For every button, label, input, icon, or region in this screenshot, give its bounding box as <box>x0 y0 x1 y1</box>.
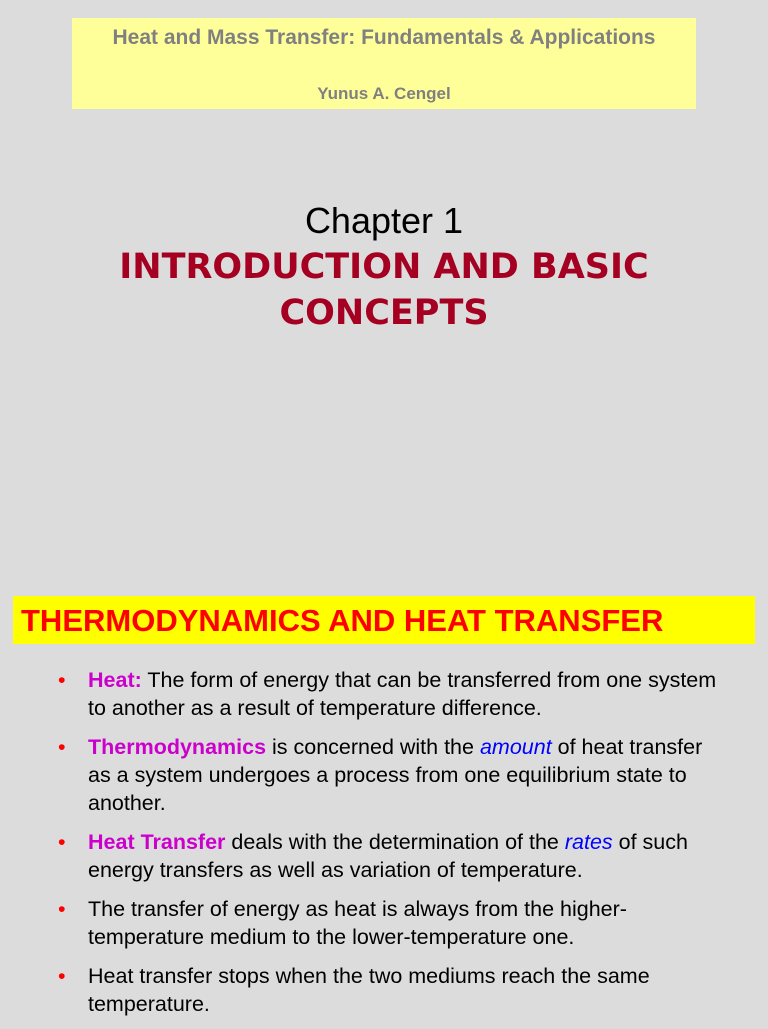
bullet-text: The form of energy that can be transferred from one system to another as a result of temperature difference. <box>88 668 717 720</box>
bullet-item-heat <box>58 666 718 722</box>
bullet-item-thermodynamics <box>58 733 718 817</box>
bullet-text: The transfer of energy as heat is always from the higher-temperature medium to the lower-temperature one. <box>88 897 627 949</box>
bullet-dot-icon: • <box>58 830 66 854</box>
term-thermodynamics: Thermodynamics <box>88 735 267 759</box>
emphasis-rates: rates <box>564 830 613 854</box>
chapter-number: Chapter 1 <box>304 200 464 241</box>
section-header-box <box>13 596 755 644</box>
book-author: Yunus A. Cengel <box>317 84 451 103</box>
bullet-text: is concerned with the <box>266 735 480 759</box>
term-heat: Heat: <box>88 668 142 692</box>
bullet-dot-icon: • <box>58 964 66 988</box>
chapter-title: INTRODUCTION AND BASIC CONCEPTS <box>119 247 649 333</box>
bullet-dot-icon: • <box>58 897 66 921</box>
term-heat-transfer: Heat Transfer <box>88 830 226 854</box>
bullet-text: deals with the determination of the <box>225 830 565 854</box>
bullet-item-equilibrium <box>58 962 718 1018</box>
bullet-item-direction <box>58 895 718 951</box>
section-title: THERMODYNAMICS AND HEAT TRANSFER <box>21 603 664 638</box>
bullet-text: of such energy transfers as well as variation of temperature. <box>88 830 688 882</box>
bullet-item-heat-transfer <box>58 828 718 884</box>
bullet-dot-icon: • <box>58 668 66 692</box>
bullet-list <box>58 666 718 1029</box>
book-title: Heat and Mass Transfer: Fundamentals & Applications <box>112 26 656 49</box>
bullet-text: Heat transfer stops when the two mediums reach the same temperature. <box>88 964 650 1016</box>
emphasis-amount: amount <box>479 735 552 759</box>
bullet-dot-icon: • <box>58 735 66 759</box>
bullet-text: of heat transfer as a system undergoes a process from one equilibrium state to another. <box>88 735 703 815</box>
book-header-box <box>72 18 696 109</box>
